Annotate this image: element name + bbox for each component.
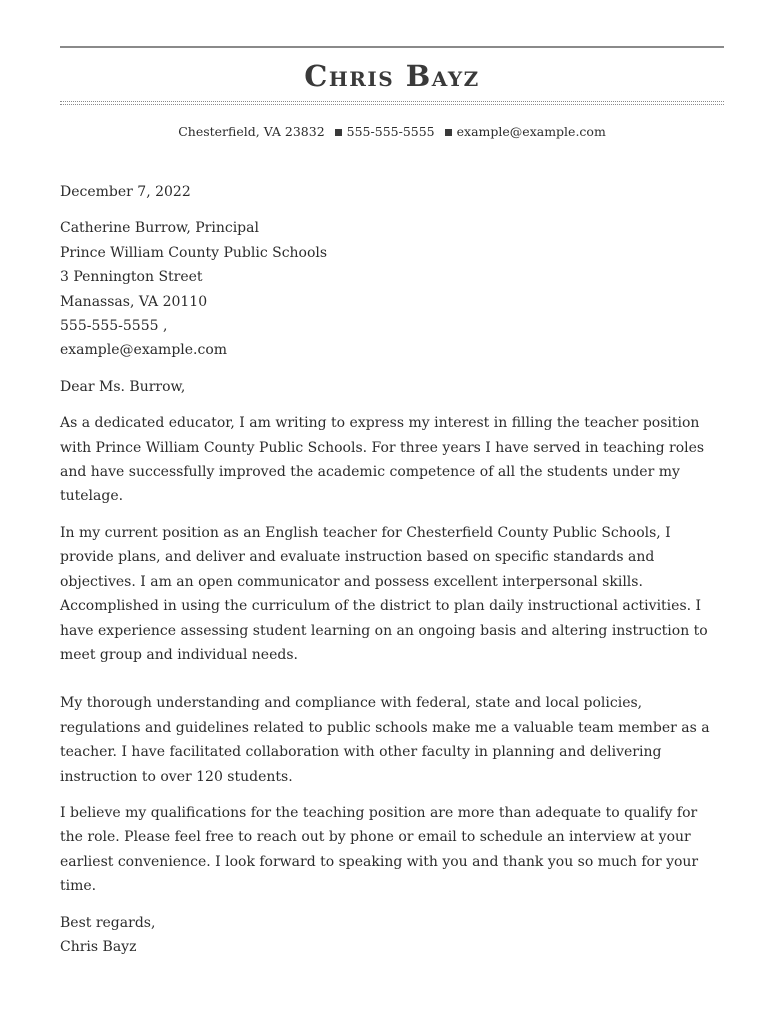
- closing-block: [60, 911, 724, 960]
- header-top-rule: [60, 46, 724, 48]
- contact-line: [60, 123, 724, 141]
- contact-phone: 555-555-5555: [346, 124, 435, 139]
- header-dotted-rule: [60, 104, 724, 105]
- header-dotted-rule: [60, 101, 724, 102]
- signature-name: Chris Bayz: [60, 938, 137, 955]
- salutation: Dear Ms. Burrow,: [60, 378, 186, 395]
- recipient-email: example@example.com: [60, 342, 228, 359]
- recipient-street: 3 Pennington Street: [60, 269, 203, 286]
- body-paragraph: I believe my qualifications for the teaching position are more than adequate to qualify for the role. Please feel free to reach out by phone or email to schedule an interview at your earliest convenience. I look forward to speaking with you and thank you so much for your time.: [60, 804, 699, 895]
- recipient-name-title: Catherine Burrow, Principal: [60, 220, 259, 237]
- contact-email: example@example.com: [456, 124, 606, 139]
- recipient-block: [60, 216, 724, 362]
- closing-phrase: Best regards,: [60, 914, 156, 931]
- letter-date: December 7, 2022: [60, 184, 191, 200]
- recipient-organization: Prince William County Public Schools: [60, 244, 328, 261]
- bullet-square-icon: [335, 129, 342, 136]
- contact-address: Chesterfield, VA 23832: [178, 124, 325, 139]
- body-paragraph: As a dedicated educator, I am writing to express my interest in filling the teacher position with Prince William County Public Schools. For three years I have served in teaching roles and have successfully improved the academic competence of all the students under my tutelage.: [60, 415, 705, 505]
- letter-body: [60, 180, 724, 959]
- recipient-phone: 555-555-5555 ,: [60, 318, 168, 335]
- body-paragraph: In my current position as an English teacher for Chesterfield County Public Schools, I provide plans, and deliver and evaluate instruction based on specific standards and objectives. I am an open communicator and possess excellent interpersonal skills. Accomplished in using the curriculum of the district to plan daily instructional activities. I have experience assessing student learning on an ongoing basis and altering instruction to meet group and individual needs.: [60, 524, 708, 663]
- recipient-city-state-zip: Manassas, VA 20110: [60, 293, 208, 310]
- applicant-name: Chris Bayz: [304, 59, 480, 93]
- bullet-square-icon: [445, 129, 452, 136]
- body-paragraph: My thorough understanding and compliance with federal, state and local policies, regulations and guidelines related to public schools make me a valuable team member as a teacher. I have facilitated collaboration with other faculty in planning and delivering instruction to over 120 students.: [60, 695, 710, 785]
